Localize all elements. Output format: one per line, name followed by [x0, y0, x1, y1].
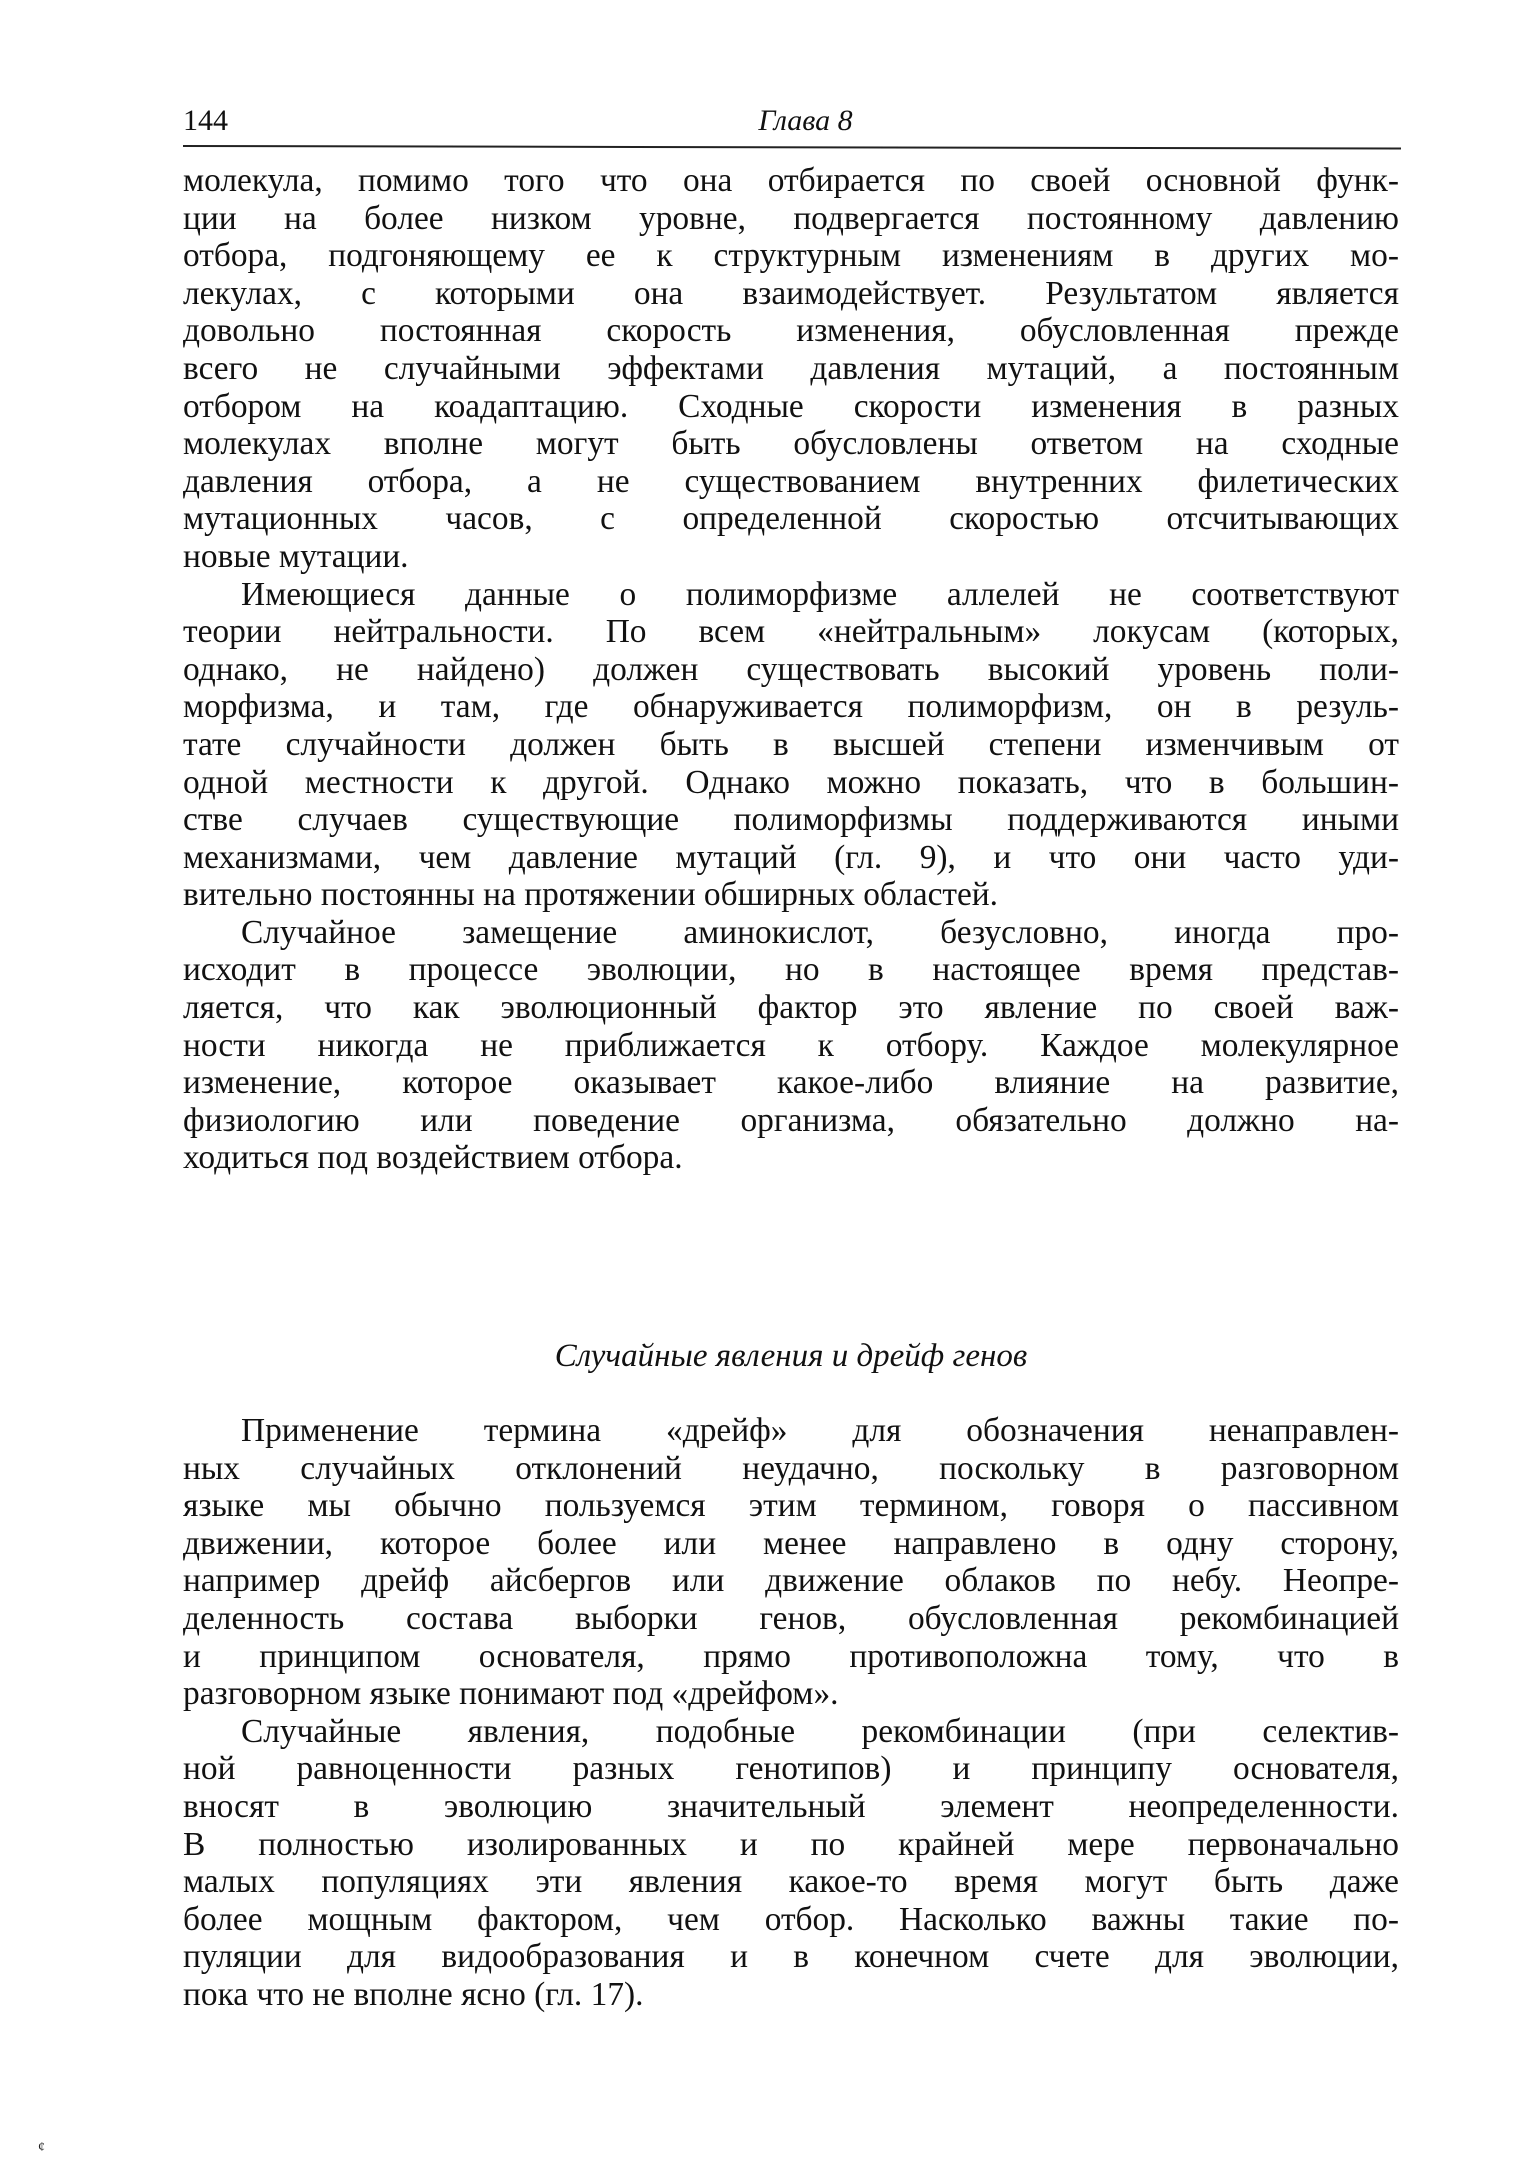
text-line: деленность состава выборки генов, обусловленная рекомбинацией [183, 1599, 1399, 1637]
text-line: языке мы обычно пользуемся этим термином, говоря о пассивном [183, 1487, 1399, 1525]
text-line: всего не случайными эффектами давления мутаций, а постоянным [183, 349, 1399, 387]
paragraph [183, 1713, 1399, 2014]
text-line: В полностью изолированных и по крайней мере первоначально [183, 1825, 1399, 1863]
text-line: Случайное замещение аминокислот, безусловно, иногда про- [241, 913, 1399, 951]
text-line: ляется, что как эволюционный фактор это явление по своей важ- [183, 989, 1399, 1027]
scan-artifact-mark: ¢ [38, 2140, 45, 2155]
text-line: лекулах, с которыми она взаимодействует. Результатом является [183, 274, 1399, 312]
text-line: исходит в процессе эволюции, но в настоящее время представ- [183, 951, 1399, 989]
running-head [183, 104, 1398, 144]
section-heading: Случайные явления и дрейф генов [554, 1338, 1028, 1374]
text-line: новые мутации. [183, 537, 409, 575]
text-line: изменение, которое оказывает какое-либо влияние на развитие, [183, 1064, 1399, 1102]
text-line: физиологию или поведение организма, обязательно должно на- [183, 1101, 1399, 1139]
header-rule [183, 145, 1401, 150]
text-line: однако, не найдено) должен существовать высокий уровень поли- [183, 650, 1399, 688]
text-line: давления отбора, а не существованием внутренних филетических [183, 462, 1399, 500]
body-text-section-1 [183, 162, 1399, 1177]
paragraph [183, 576, 1399, 914]
text-line: стве случаев существующие полиморфизмы поддерживаются иными [183, 801, 1399, 839]
text-line: одной местности к другой. Однако можно показать, что в большин- [183, 763, 1399, 801]
text-line: разговорном языке понимают под «дрейфом». [183, 1675, 839, 1713]
text-line: молекула, помимо того что она отбирается по своей основной функ- [183, 162, 1399, 199]
paragraph [183, 914, 1399, 1177]
text-line: отбора, подгоняющему ее к структурным изменениям в других мо- [183, 237, 1399, 275]
text-line: теории нейтральности. По всем «нейтральным» локусам (которых, [183, 613, 1399, 651]
paragraph [183, 162, 1399, 576]
text-line: Случайные явления, подобные рекомбинации (при селектив- [241, 1712, 1399, 1750]
body-text-section-2 [183, 1412, 1399, 2014]
text-line: Имеющиеся данные о полиморфизме аллелей не соответствуют [241, 575, 1399, 613]
text-line: тате случайности должен быть в высшей степени изменчивым от [183, 725, 1399, 763]
text-line: ной равноценности разных генотипов) и принципу основателя, [183, 1750, 1399, 1788]
text-line: механизмами, чем давление мутаций (гл. 9), и что они часто уди- [183, 838, 1399, 876]
text-line: вительно постоянны на протяжении обширных областей. [183, 876, 999, 914]
paragraph [183, 1412, 1399, 1713]
text-line: ции на более низком уровне, подвергается постоянному давлению [183, 199, 1399, 237]
text-line: ных случайных отклонений неудачно, поскольку в разговорном [183, 1449, 1399, 1487]
text-line: морфизма, и там, где обнаруживается полиморфизм, он в резуль- [183, 688, 1399, 726]
text-line: более мощным фактором, чем отбор. Насколько важны такие по- [183, 1900, 1399, 1938]
text-line: малых популяциях эти явления какое-то время могут быть даже [183, 1863, 1399, 1901]
text-line: и принципом основателя, прямо противоположна тому, что в [183, 1637, 1399, 1675]
text-line: отбором на коадаптацию. Сходные скорости изменения в разных [183, 387, 1399, 425]
text-line: движении, которое более или менее направлено в одну сторону, [183, 1524, 1399, 1562]
text-line: пуляции для видообразования и в конечном счете для эволюции, [183, 1938, 1399, 1976]
text-line: Применение термина «дрейф» для обозначения ненаправлен- [241, 1412, 1399, 1449]
text-line: ходиться под воздействием отбора. [183, 1139, 683, 1177]
text-line: например дрейф айсбергов или движение облаков по небу. Неопре- [183, 1562, 1399, 1600]
text-line: пока что не вполне ясно (гл. 17). [183, 1975, 644, 2013]
text-line: вносят в эволюцию значительный элемент неопределенности. [183, 1787, 1399, 1825]
chapter-title: Глава 8 [758, 104, 853, 137]
text-line: мутационных часов, с определенной скоростью отсчитывающих [183, 500, 1399, 538]
page-number: 144 [183, 104, 228, 137]
text-line: молекулах вполне могут быть обусловлены ответом на сходные [183, 425, 1399, 463]
text-line: ности никогда не приближается к отбору. Каждое молекулярное [183, 1026, 1399, 1064]
text-line: довольно постоянная скорость изменения, обусловленная прежде [183, 312, 1399, 350]
